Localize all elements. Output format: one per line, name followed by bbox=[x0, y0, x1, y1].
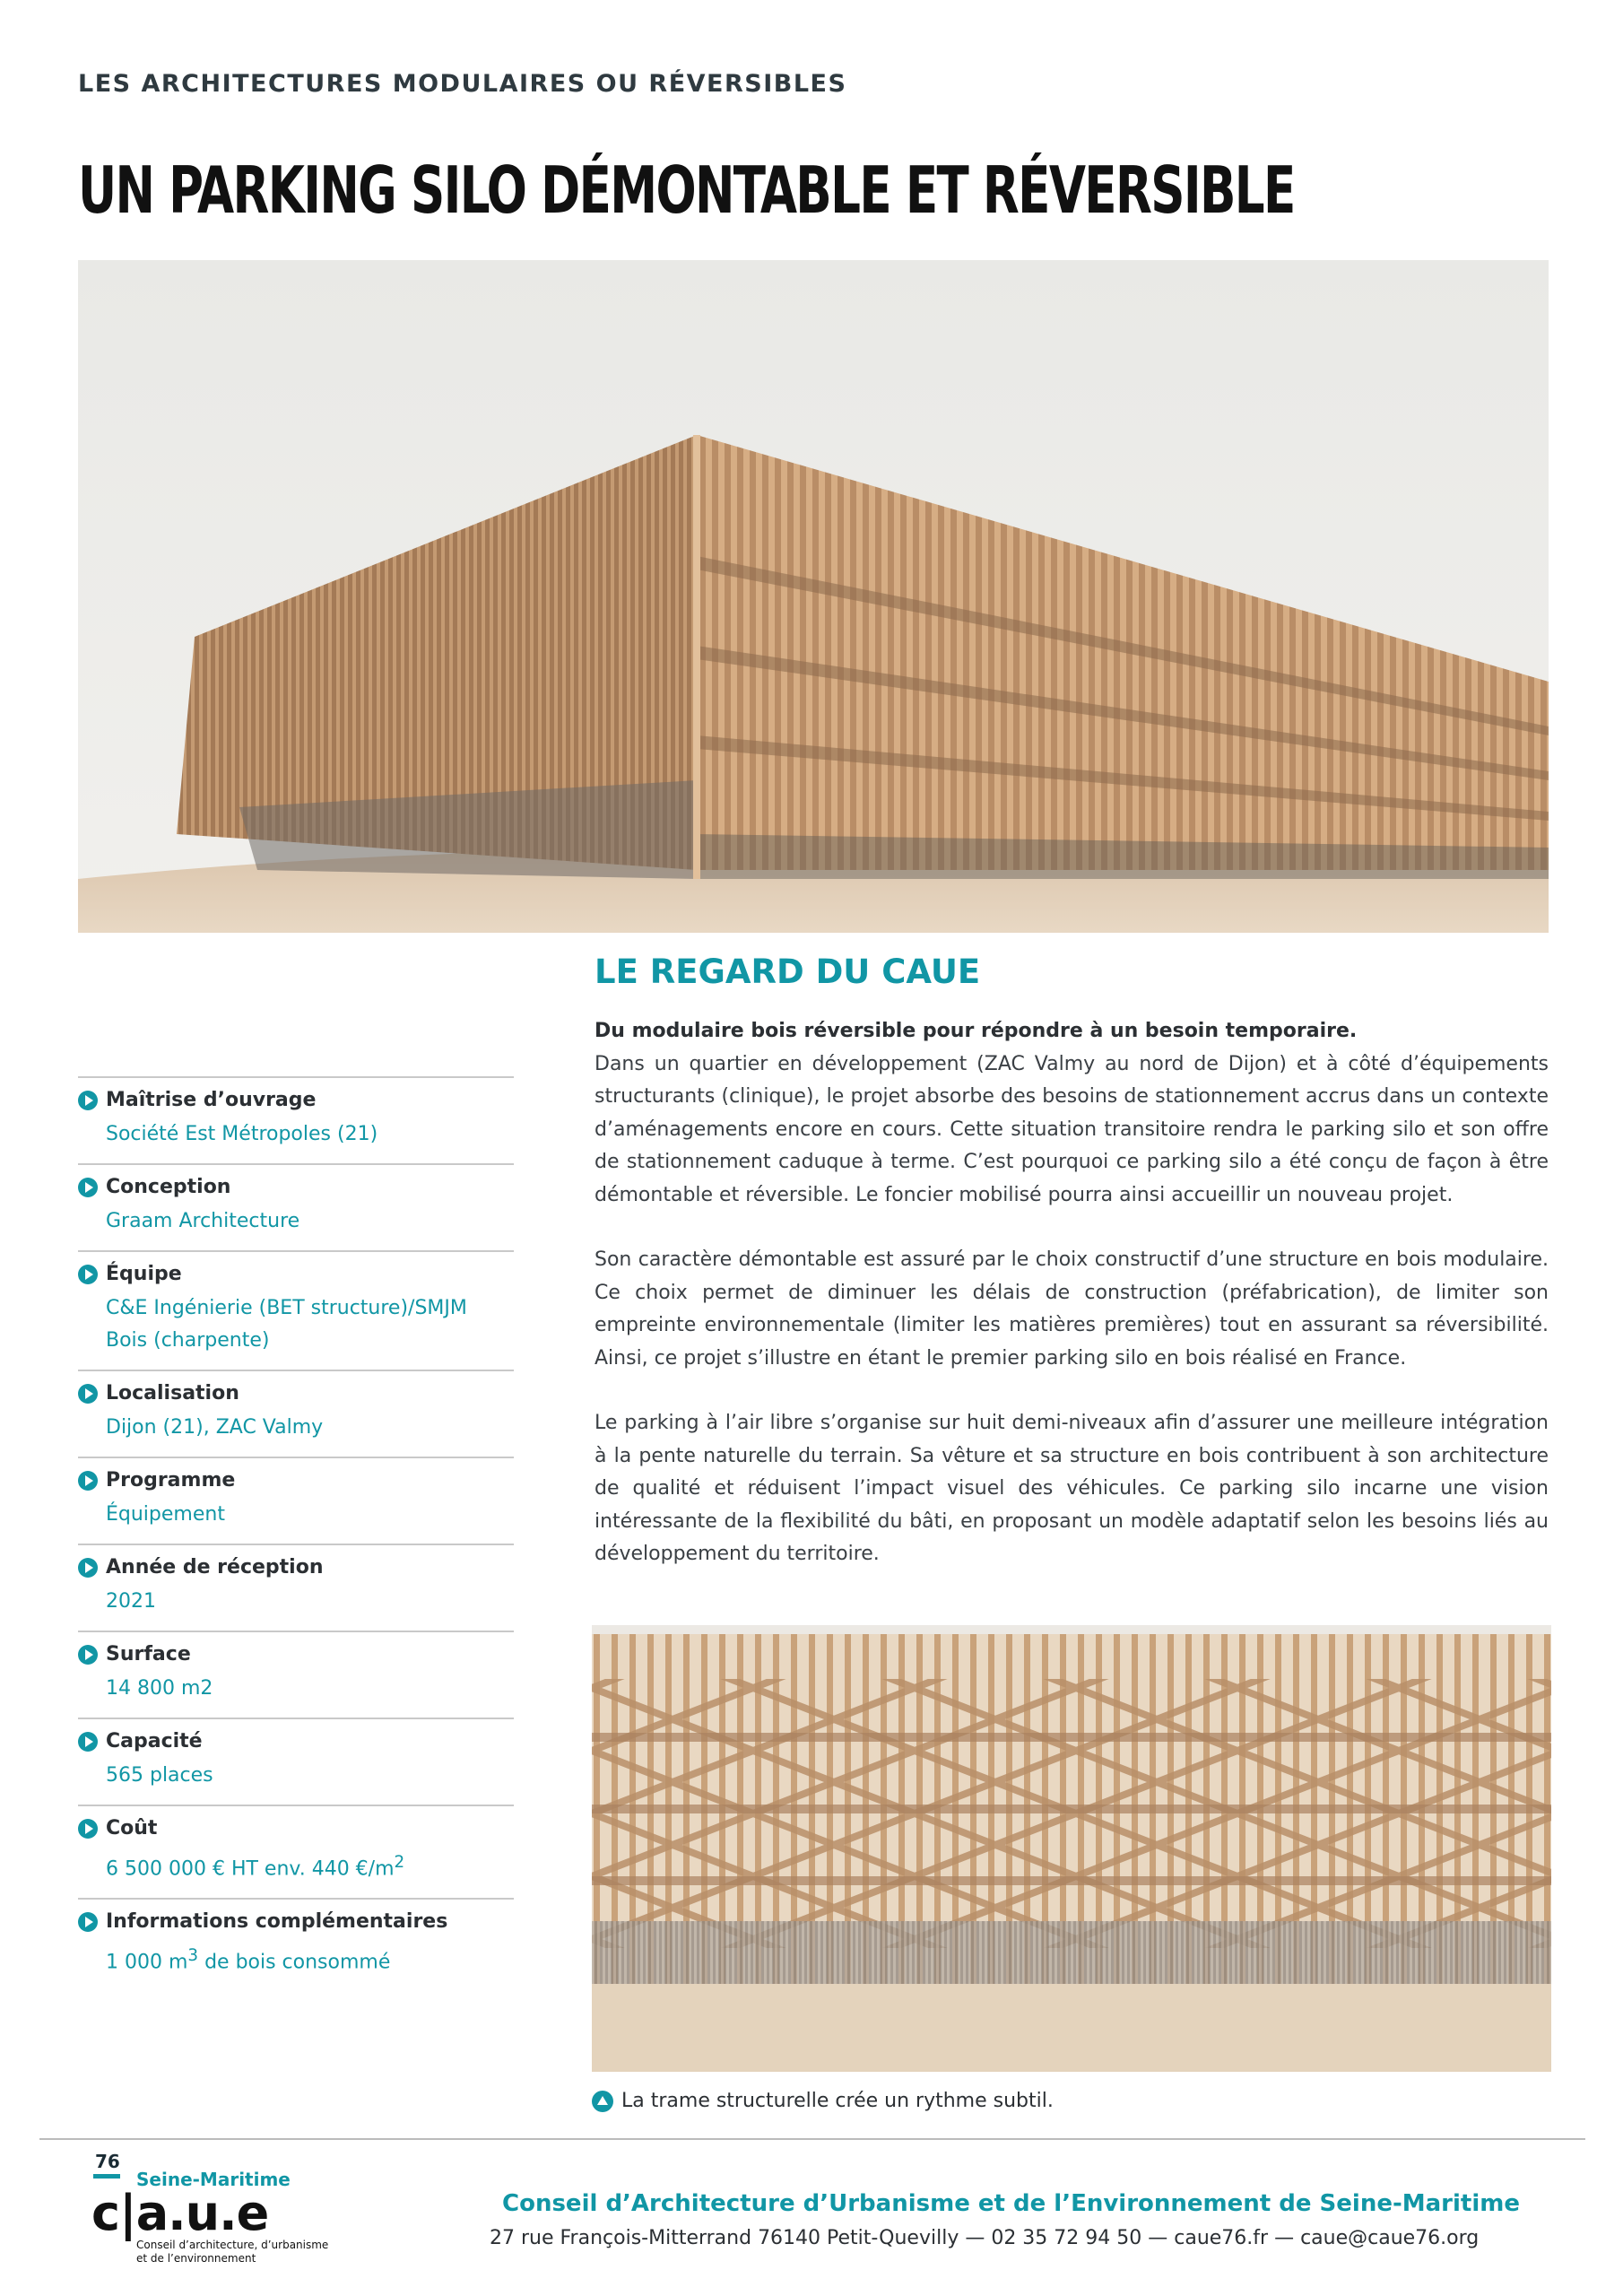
paragraph-1-text: Dans un quartier en développement (ZAC Valmy au nord de Dijon) et à côté d’équipements structurants (clinique), le projet absorbe des besoins de stationnement accrus dans un contexte d’aménagements encore en cours. Cette situation transitoire rendra le parking silo et son offre de stationnement caduque à terme. C’est pourquoi ce parking silo a été conçu de façon à être démontable et réversible. Le foncier mobilisé pourra ainsi accueillir un nouveau projet. bbox=[595, 1052, 1549, 1206]
play-circle-icon bbox=[78, 1819, 98, 1839]
logo-subtitle: Conseil d’architecture, d’urbanisme et de l’environnement bbox=[136, 2239, 329, 2265]
info-row-maitrise bbox=[78, 1076, 514, 1163]
info-row-conception bbox=[78, 1163, 514, 1250]
info-row-surface bbox=[78, 1631, 514, 1718]
info-label: Conception bbox=[106, 1176, 231, 1198]
play-circle-icon bbox=[78, 1178, 98, 1197]
play-circle-icon bbox=[78, 1645, 98, 1665]
info-label: Localisation bbox=[106, 1382, 239, 1405]
wood-sup: 3 bbox=[187, 1946, 199, 1966]
play-circle-icon bbox=[78, 1732, 98, 1752]
regard-body bbox=[595, 1015, 1549, 1604]
footer-address: 27 rue François-Mitterrand 76140 Petit-Quevilly — 02 35 72 94 50 — caue76.fr — caue@caue76.org bbox=[490, 2227, 1480, 2249]
info-value bbox=[106, 1940, 514, 1979]
caue-logo bbox=[90, 2151, 329, 2267]
info-value: Dijon (21), ZAC Valmy bbox=[106, 1416, 324, 1439]
cost-value: 6 500 000 € HT env. 440 €/m bbox=[106, 1857, 395, 1881]
footer-divider bbox=[39, 2138, 1585, 2140]
info-row-capacite bbox=[78, 1718, 514, 1805]
info-row-annee bbox=[78, 1544, 514, 1631]
paragraph-3: Le parking à l’air libre s’organise sur huit demi-niveaux afin d’assurer une meilleure intégration à la pente naturelle du terrain. Sa vêture et sa structure en bois contribuent à son architecture de qualité et réduisent l’impact visuel des véhicules. Ce parking silo incarne une vision intéressante de la flexibilité du bâti, en proposant un modèle adaptatif selon les besoins liés au développement du territoire. bbox=[595, 1412, 1549, 1565]
triangle-up-icon bbox=[592, 2091, 613, 2112]
play-circle-icon bbox=[78, 1265, 98, 1284]
section-kicker: LES ARCHITECTURES MODULAIRES OU RÉVERSIBLES bbox=[78, 70, 847, 98]
regard-heading: LE REGARD DU CAUE bbox=[595, 952, 981, 991]
logo-accent-bar bbox=[93, 2174, 120, 2179]
page-title: UN PARKING SILO DÉMONTABLE ET RÉVERSIBLE bbox=[78, 152, 1295, 228]
caption-text: La trame structurelle crée un rythme subtil. bbox=[621, 2090, 1054, 2112]
play-circle-icon bbox=[78, 1384, 98, 1404]
hero-photo bbox=[78, 260, 1549, 933]
logo-mark: c|a.u.e bbox=[91, 2185, 269, 2241]
play-circle-icon bbox=[78, 1558, 98, 1578]
footer-organization: Conseil d’Architecture d’Urbanisme et de l’Environnement de Seine-Maritime bbox=[502, 2190, 1520, 2217]
cost-sup: 2 bbox=[394, 1853, 405, 1872]
info-row-infos bbox=[78, 1898, 514, 1991]
info-row-localisation bbox=[78, 1370, 514, 1457]
info-value: Société Est Métropoles (21) bbox=[106, 1123, 378, 1145]
info-label: Coût bbox=[106, 1817, 158, 1839]
info-value: Graam Architecture bbox=[106, 1210, 300, 1232]
info-value: Équipement bbox=[106, 1503, 225, 1526]
info-value: 565 places bbox=[106, 1764, 213, 1787]
photo-caption bbox=[592, 2090, 1054, 2112]
project-info-list bbox=[78, 1076, 514, 1992]
info-value bbox=[106, 1847, 514, 1885]
paragraph-1 bbox=[595, 1015, 1549, 1212]
info-label: Équipe bbox=[106, 1263, 182, 1285]
info-label: Surface bbox=[106, 1643, 191, 1665]
info-row-programme bbox=[78, 1457, 514, 1544]
info-label: Programme bbox=[106, 1469, 236, 1492]
info-label: Informations complémentaires bbox=[106, 1910, 448, 1934]
info-value: 2021 bbox=[106, 1590, 156, 1613]
play-circle-icon bbox=[78, 1912, 98, 1932]
play-circle-icon bbox=[78, 1471, 98, 1491]
paragraph-2: Son caractère démontable est assuré par le choix constructif d’une structure en bois modulaire. Ce choix permet de diminuer les délais de construction (préfabrication), de limiter son empreinte environnementale (limiter les matières premières) tout en assurant sa réversibilité. Ainsi, ce projet s’illustre en étant le premier parking silo en bois réalisé en France. bbox=[595, 1248, 1549, 1370]
info-label: Année de réception bbox=[106, 1556, 324, 1578]
wood-value-pre: 1 000 m bbox=[106, 1951, 188, 1974]
logo-number: 76 bbox=[95, 2151, 120, 2172]
structure-photo bbox=[592, 1625, 1551, 2072]
info-row-cout bbox=[78, 1805, 514, 1898]
info-row-equipe bbox=[78, 1250, 514, 1370]
play-circle-icon bbox=[78, 1091, 98, 1110]
info-label: Capacité bbox=[106, 1730, 203, 1752]
wood-value-post: de bois consommé bbox=[198, 1951, 391, 1974]
logo-region: Seine-Maritime bbox=[136, 2169, 291, 2190]
lead-text: Du modulaire bois réversible pour répondre à un besoin temporaire. bbox=[595, 1020, 1358, 1042]
info-label: Maîtrise d’ouvrage bbox=[106, 1089, 317, 1111]
info-value: 14 800 m2 bbox=[106, 1677, 213, 1700]
info-value: C&E Ingénierie (BET structure)/SMJM Bois (charpente) bbox=[106, 1297, 467, 1352]
